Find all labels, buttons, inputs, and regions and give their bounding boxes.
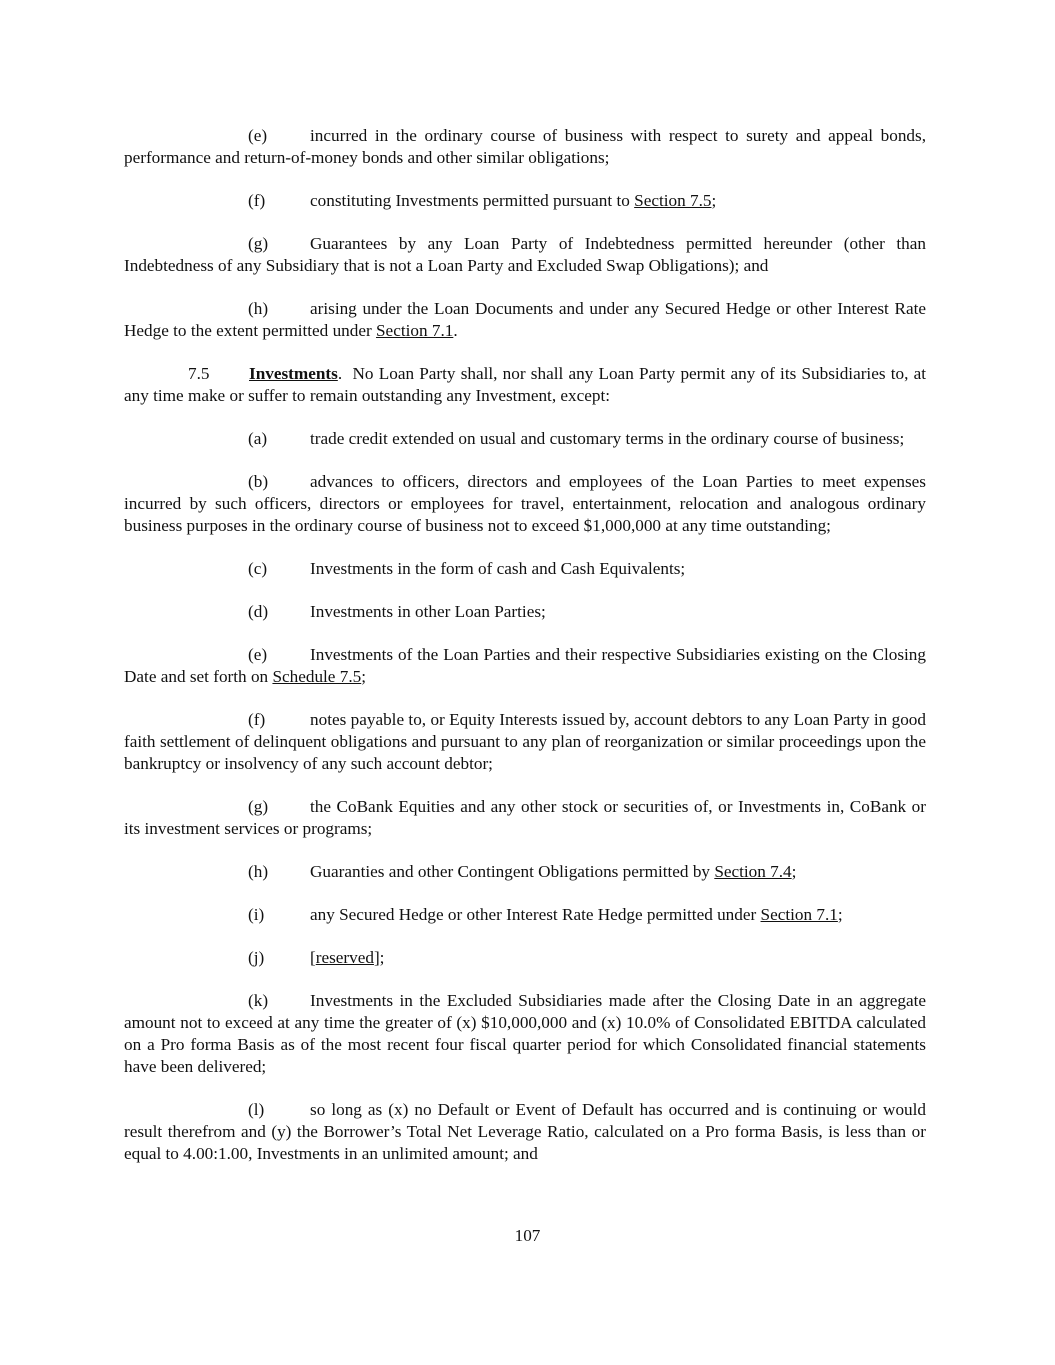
clause-label: (l) xyxy=(248,1100,265,1119)
clause-text: arising under the Loan Documents and under any Secured Hedge or other Interest Rate Hedge to the extent permitted under xyxy=(124,299,926,340)
section-link[interactable]: Section 7.5 xyxy=(634,191,712,210)
section-link[interactable]: Section 7.4 xyxy=(714,862,792,881)
clause-text: Investments in the Excluded Subsidiaries made after the Closing Date in an aggregate amount not to exceed at any time the greater of (x) $10,000,000 and (x) 10.0% of Consolidated EBITDA calculated on a Pro forma Basis as of the most recent four fiscal quarter period for which Consolidated financial statements have been delivered; xyxy=(124,991,926,1076)
reserved-text: reserved xyxy=(315,948,374,967)
section-link[interactable]: Section 7.1 xyxy=(760,905,838,924)
clause-text: advances to officers, directors and employees of the Loan Parties to meet expenses incurred by such officers, directors or employees for travel, entertainment, relocation and analogous ordinary business purposes in the ordinary course of business not to exceed $1,000,000 at any time outstanding; xyxy=(124,472,926,535)
clause-label: (b) xyxy=(248,472,269,491)
clause-label: (f) xyxy=(248,191,266,210)
clause-label: (e) xyxy=(248,645,268,664)
clause-text: so long as (x) no Default or Event of Default has occurred and is continuing or would result therefrom and (y) the Borrower’s Total Net Leverage Ratio, calculated on a Pro forma Basis, is less than or equal to 4.00:1.00, Investments in an unlimited amount; and xyxy=(124,1100,926,1163)
clause-text: notes payable to, or Equity Interests issued by, account debtors to any Loan Party in good faith settlement of delinquent obligations and pursuant to any plan of reorganization or similar proceedings upon the bankruptcy or insolvency of any such account debtor; xyxy=(124,710,926,773)
section-heading-punct: . xyxy=(337,364,343,383)
clause-d xyxy=(124,601,926,623)
clause-text: Investments in other Loan Parties; xyxy=(310,602,546,621)
schedule-link[interactable]: Schedule 7.5 xyxy=(272,667,362,686)
clause-label: (g) xyxy=(248,234,269,253)
clause-f xyxy=(124,709,926,775)
clause-label: (h) xyxy=(248,299,269,318)
section-link[interactable]: Section 7.1 xyxy=(376,321,454,340)
section-7-5 xyxy=(124,363,926,407)
clause-punct: . xyxy=(453,321,458,340)
clause-label: (c) xyxy=(248,559,268,578)
clause-text: the CoBank Equities and any other stock or securities of, or Investments in, CoBank or its investment services or programs; xyxy=(124,797,926,838)
clause-text: trade credit extended on usual and customary terms in the ordinary course of business; xyxy=(310,429,905,448)
clause-h-top xyxy=(124,298,926,342)
clause-punct: ; xyxy=(361,667,367,686)
clause-label: (j) xyxy=(248,948,265,967)
clause-text: Investments of the Loan Parties and their respective Subsidiaries existing on the Closing Date and set forth on xyxy=(124,645,926,686)
clause-label: (e) xyxy=(248,126,268,145)
clause-text: Guaranties and other Contingent Obligations permitted by xyxy=(310,862,715,881)
clause-label: (d) xyxy=(248,602,269,621)
clause-label: (h) xyxy=(248,862,269,881)
clause-label: (f) xyxy=(248,710,266,729)
clause-g xyxy=(124,796,926,840)
clause-e-top xyxy=(124,125,926,169)
clause-c xyxy=(124,558,926,580)
clause-h xyxy=(124,861,926,883)
clause-punct: ; xyxy=(791,862,797,881)
clause-e xyxy=(124,644,926,688)
section-heading: Investments xyxy=(249,364,338,383)
clause-j xyxy=(124,947,926,969)
clause-punct: ]; xyxy=(373,948,385,967)
clause-l xyxy=(124,1099,926,1165)
clause-label: (i) xyxy=(248,905,265,924)
page-number: 107 xyxy=(514,1226,541,1245)
clause-label: (k) xyxy=(248,991,269,1010)
clause-label: (a) xyxy=(248,429,268,448)
clause-k xyxy=(124,990,926,1078)
clause-g-top xyxy=(124,233,926,277)
clause-punct: ; xyxy=(837,905,843,924)
clause-b xyxy=(124,471,926,537)
clause-punct: ; xyxy=(711,191,717,210)
clause-text: Guarantees by any Loan Party of Indebtedness permitted hereunder (other than Indebtedness of any Subsidiary that is not a Loan Party and Excluded Swap Obligations); and xyxy=(124,234,926,275)
clause-text: Investments in the form of cash and Cash Equivalents; xyxy=(310,559,686,578)
clause-text: [ xyxy=(310,948,316,967)
clause-text: incurred in the ordinary course of business with respect to surety and appeal bonds, performance and return-of-money bonds and other similar obligations; xyxy=(124,126,926,167)
section-number: 7.5 xyxy=(188,364,210,383)
clause-f-top xyxy=(124,190,926,212)
clause-label: (g) xyxy=(248,797,269,816)
clause-text: any Secured Hedge or other Interest Rate Hedge permitted under xyxy=(310,905,761,924)
clause-i xyxy=(124,904,926,926)
clause-a xyxy=(124,428,926,450)
document-page xyxy=(124,125,926,1165)
section-text: No Loan Party shall, nor shall any Loan Party permit any of its Subsidiaries to, at any time make or suffer to remain outstanding any Investment, except: xyxy=(124,364,926,405)
clause-text: constituting Investments permitted pursuant to xyxy=(310,191,635,210)
